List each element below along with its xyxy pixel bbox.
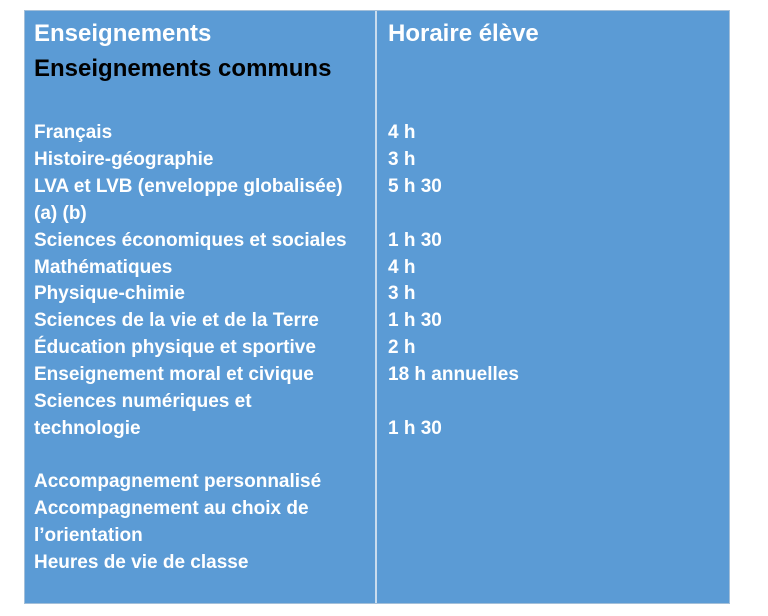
subject-label: Physique-chimie xyxy=(34,283,185,304)
subject-hours: 1 h 30 xyxy=(388,230,442,251)
subject-label: Histoire-géographie xyxy=(34,149,214,170)
subject-label: Sciences de la vie et de la Terre xyxy=(34,310,319,331)
other-label: Heures de vie de classe xyxy=(34,552,249,573)
subject-hours: 5 h 30 xyxy=(388,176,442,197)
subject-label: Sciences économiques et sociales xyxy=(34,230,347,251)
subject-label: Sciences numériques et xyxy=(34,391,252,412)
subject-label: Éducation physique et sportive xyxy=(34,337,316,358)
subject-hours: 18 h annuelles xyxy=(388,364,519,385)
subjects-column-title: Enseignements xyxy=(34,20,212,47)
subject-label-continued: (a) (b) xyxy=(34,203,87,224)
subject-label: Français xyxy=(34,122,113,143)
column-divider xyxy=(375,11,377,603)
subject-hours: 3 h xyxy=(388,283,416,304)
subject-label-continued: technologie xyxy=(34,418,141,439)
subject-hours: 1 h 30 xyxy=(388,310,442,331)
other-label: Accompagnement personnalisé xyxy=(34,471,322,492)
other-label-continued: l’orientation xyxy=(34,525,143,546)
schedule-table xyxy=(24,10,730,604)
subject-hours: 4 h xyxy=(388,257,416,278)
subject-hours: 3 h xyxy=(388,149,416,170)
subject-label: Mathématiques xyxy=(34,257,173,278)
subject-label: LVA et LVB (enveloppe globalisée) xyxy=(34,176,343,197)
hours-column-title: Horaire élève xyxy=(388,20,539,47)
other-label: Accompagnement au choix de xyxy=(34,498,309,519)
subject-hours: 2 h xyxy=(388,337,416,358)
common-subjects-heading: Enseignements communs xyxy=(34,55,332,82)
subject-label: Enseignement moral et civique xyxy=(34,364,314,385)
subject-hours: 1 h 30 xyxy=(388,418,442,439)
subject-hours: 4 h xyxy=(388,122,416,143)
